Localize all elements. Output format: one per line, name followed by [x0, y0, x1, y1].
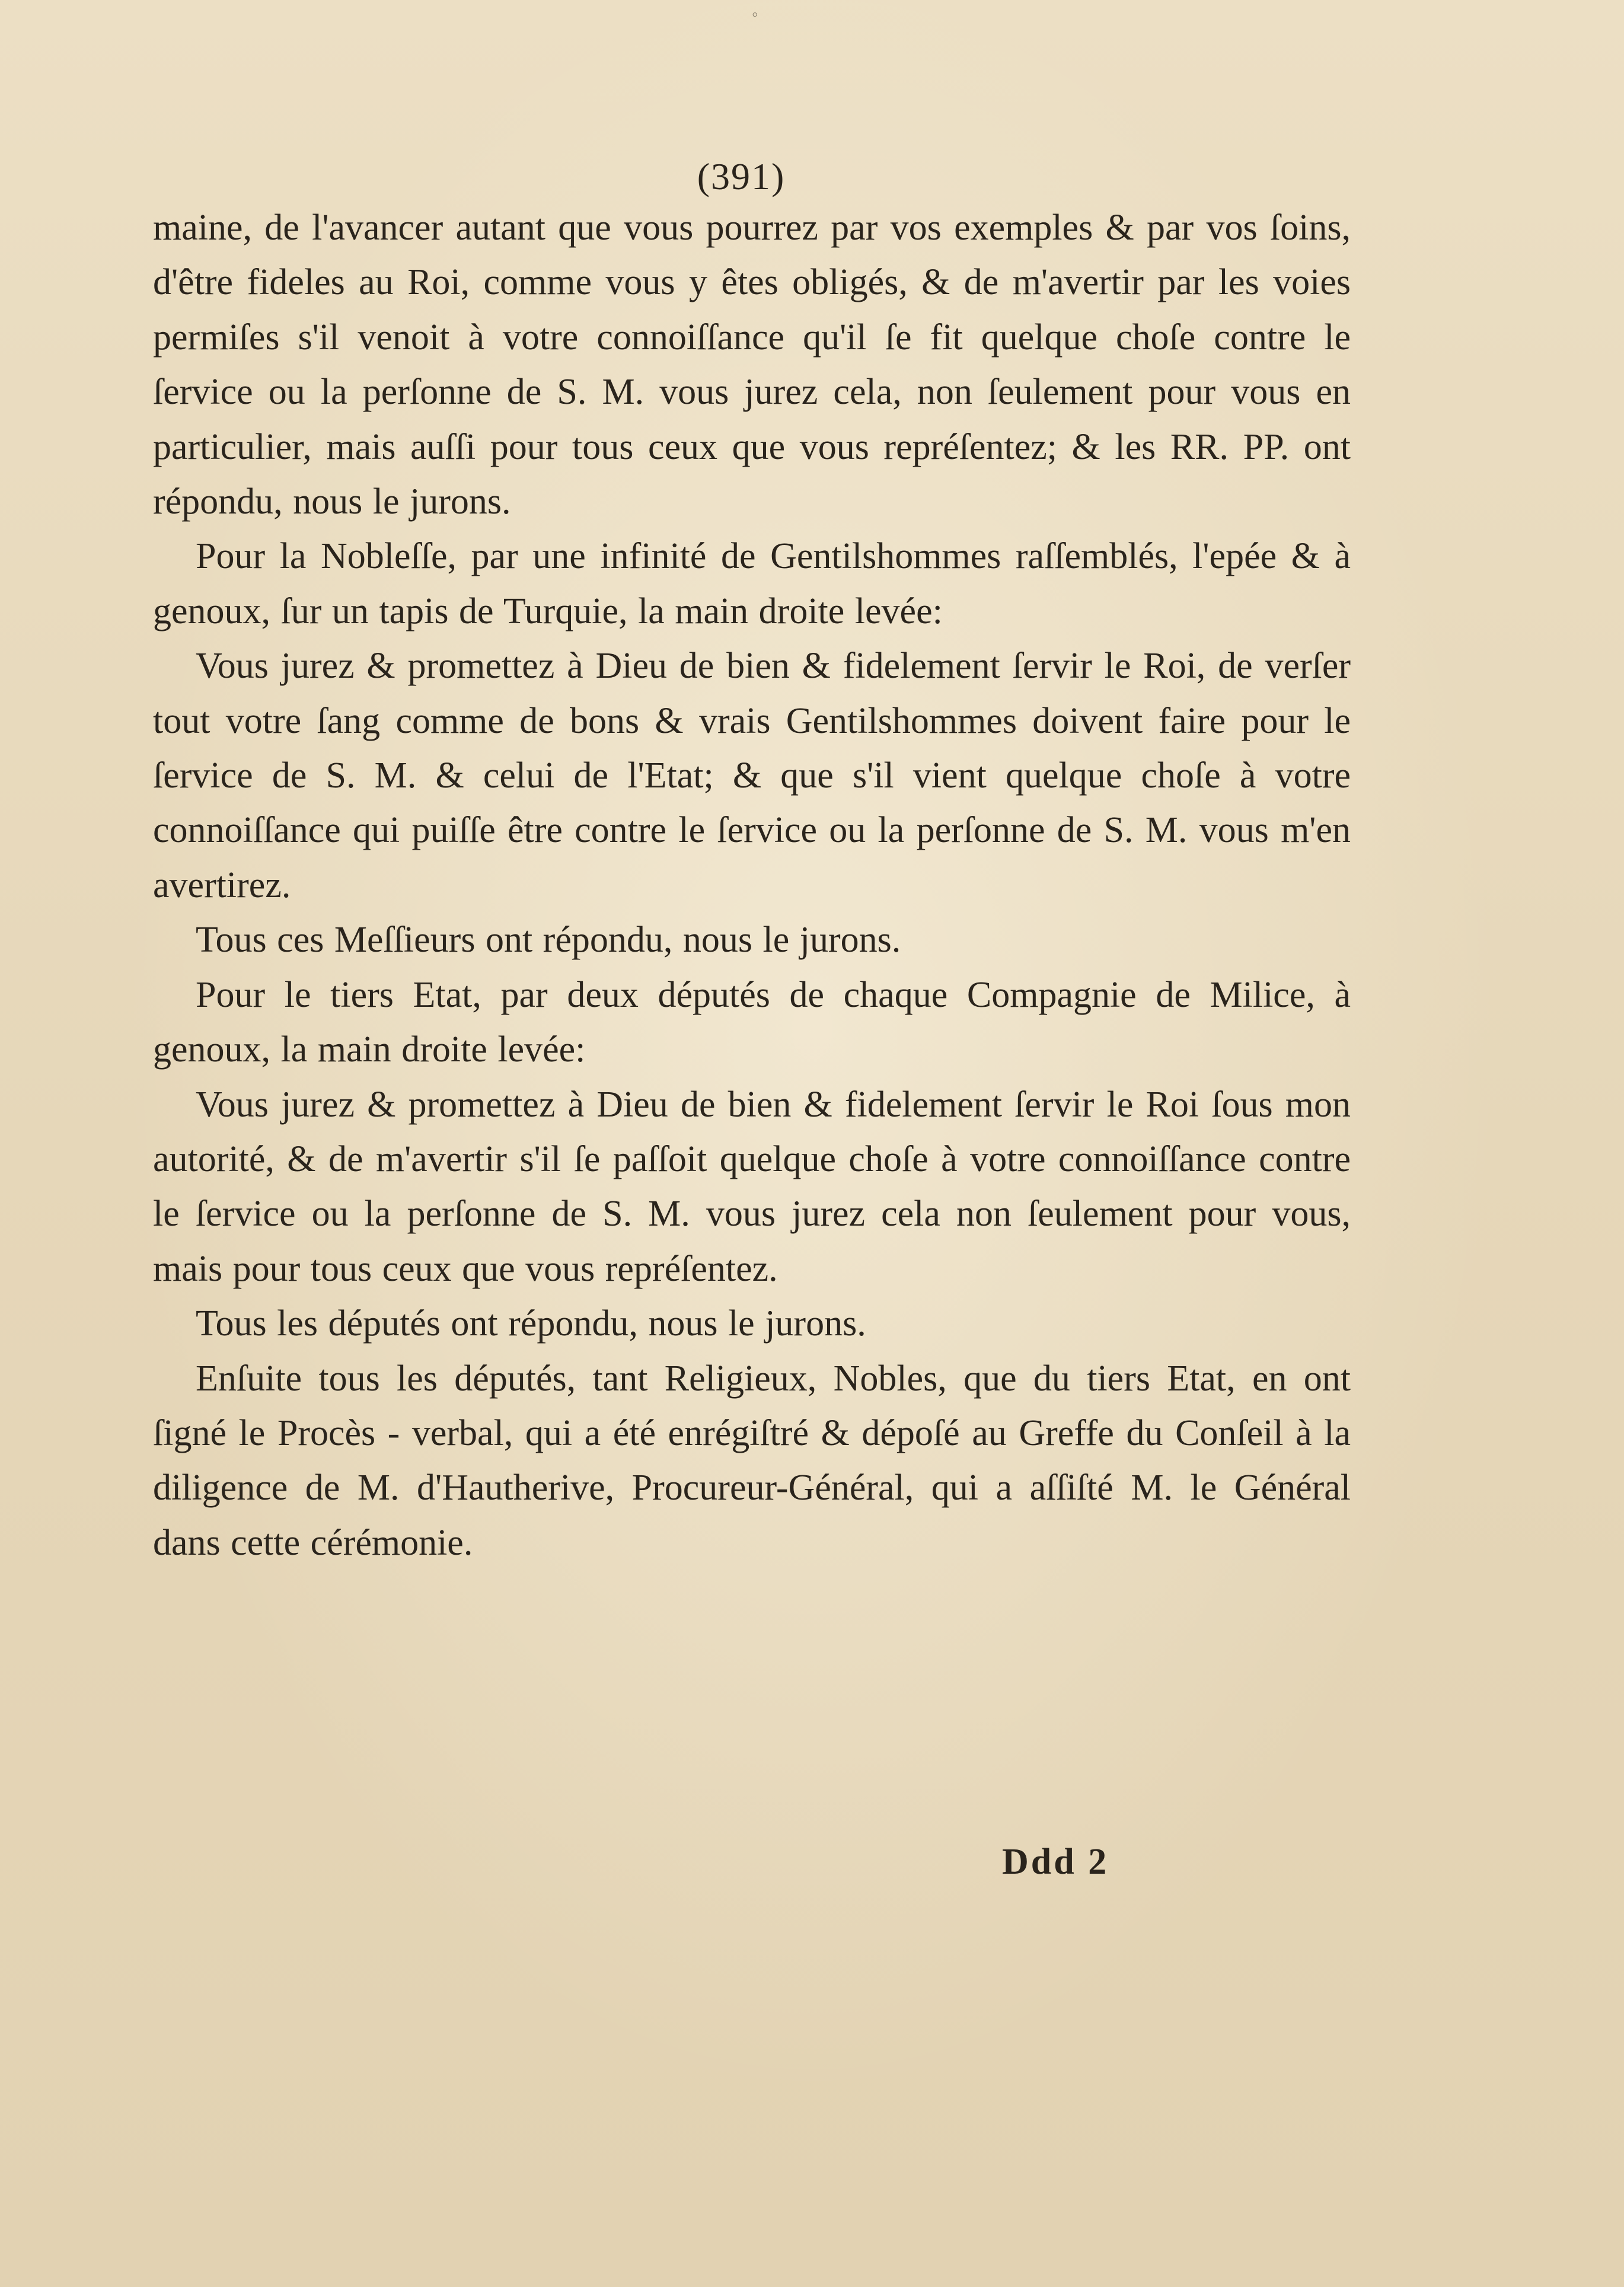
paragraph-third-estate-oath: Vous jurez & promettez à Dieu de bien & fidelement ſervir le Roi ſous mon autorité, & de m'avertir s'il ſe paſſoit quelque choſe à votre connoiſſance contre le ſervice ou la perſonne de S. M. vous jurez cela non ſeulement pour vous, mais pour tous ceux que vous repréſentez.: [153, 1084, 1351, 1289]
paragraph-nobility-oath: Vous jurez & promettez à Dieu de bien & fidelement ſervir le Roi, de verſer tout votre ſang comme de bons & vrais Gentilshommes doivent faire pour le ſervice de S. M. & celui de l'Etat; & que s'il vient quelque choſe à votre connoiſſance qui puiſſe être contre le ſervice ou la perſonne de S. M. vous m'en avertirez.: [153, 646, 1351, 905]
ink-fleck: ◦: [752, 5, 758, 24]
paragraph-continuation: maine, de l'avancer autant que vous pourrez par vos exemples & par vos ſoins, d'être fideles au Roi, comme vous y êtes obligés, & de m'avertir par les voies permiſes s'il venoit à votre connoiſſance qu'il ſe fit quelque choſe contre le ſervice ou la perſonne de S. M. vous jurez cela, non ſeulement pour vous en particulier, mais auſſi pour tous ceux que vous repréſentez; & les RR. PP. ont répondu, nous le jurons.: [153, 208, 1351, 522]
paragraph-deputies-response: Tous les députés ont répondu, nous le jurons.: [196, 1303, 866, 1344]
signature-mark: Ddd 2: [1002, 1842, 1109, 1882]
paragraph-nobility-intro: Pour la Nobleſſe, par une infinité de Gentilshommes raſſemblés, l'epée & à genoux, ſur un tapis de Turquie, la main droite levée:: [153, 536, 1351, 631]
body-text: [153, 200, 1351, 1570]
paragraph-nobility-response: Tous ces Meſſieurs ont répondu, nous le jurons.: [196, 920, 901, 961]
paragraph-third-estate-intro: Pour le tiers Etat, par deux députés de chaque Compagnie de Milice, à genoux, la main droite levée:: [153, 974, 1351, 1070]
paragraph-conclusion: Enſuite tous les députés, tant Religieux, Nobles, que du tiers Etat, en ont ſigné le Procès - verbal, qui a été enrégiſtré & dépoſé au Greffe du Conſeil à la diligence de M. d'Hautherive, Procureur-Général, qui a aſſiſté M. le Général dans cette cérémonie.: [153, 1358, 1351, 1563]
page-number: (391): [697, 155, 786, 197]
